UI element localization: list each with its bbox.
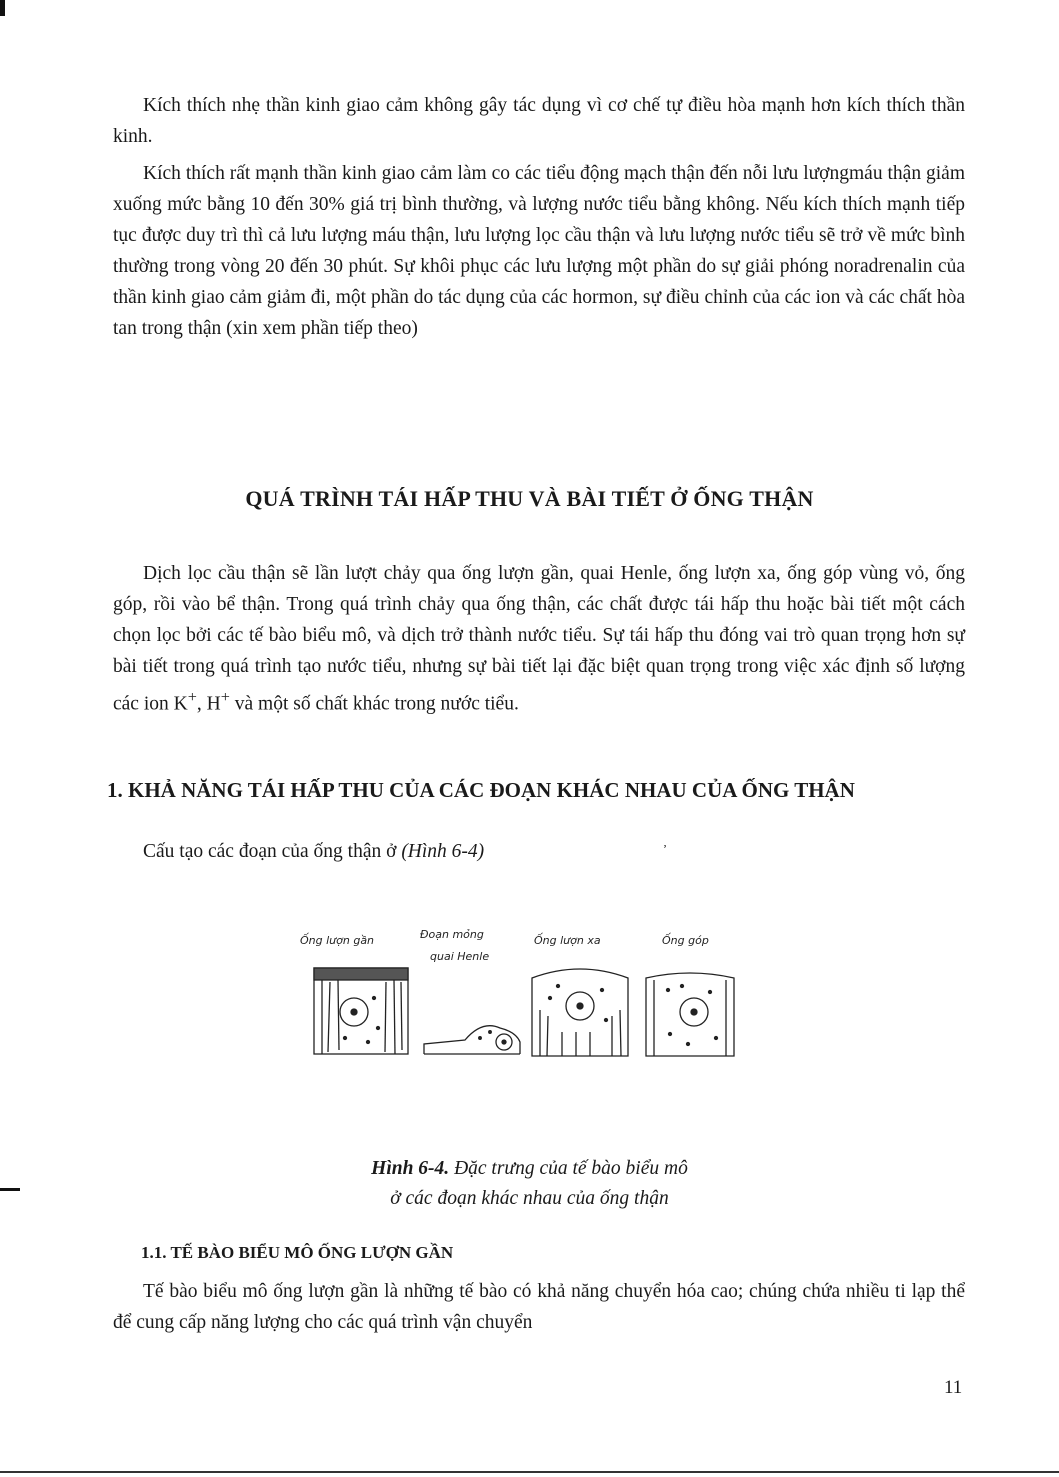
text-run: Cấu tạo các đoạn của ống thận ở (143, 841, 402, 862)
label-thin-segment-line2: quai Henle (430, 950, 490, 963)
caption-label: Hình 6-4. (371, 1158, 450, 1179)
section-heading-1-1: 1.1. TẾ BÀO BIỂU MÔ ỐNG LƯỢN GẦN (141, 1243, 454, 1262)
main-heading: QUÁ TRÌNH TÁI HẤP THU VÀ BÀI TIẾT Ở ỐNG THẬN (245, 486, 814, 511)
label-thin-segment-line1: Đoạn mỏng (420, 928, 484, 941)
tubule-cells-figure (290, 920, 750, 1065)
label-proximal-tubule: Ống lượn gần (300, 934, 375, 947)
superscript-plus: + (220, 688, 230, 706)
distal-tubule-cell (532, 969, 628, 1056)
paragraph-figure-ref (113, 836, 965, 867)
scan-bottom-edge (0, 1471, 1059, 1473)
caption-text: Đặc trưng của tế bào biểu mô (449, 1158, 688, 1179)
figure-caption-line2: ở các đoạn khác nhau của ống thận (390, 1188, 669, 1209)
figure-caption-line1 (0, 1154, 1059, 1184)
label-collecting-duct: Ống góp (662, 934, 709, 947)
text-run: , H (196, 693, 221, 715)
paragraph-sympathetic-strong: Kích thích rất mạnh thần kinh giao cảm làm co các tiểu động mạch thận đến nỗi lưu lượngmáu thận giảm xuống mức bằng 10 đến 30% giá trị bình thường, và lượng nước tiểu bằng không. Nếu kích thích mạnh tiếp tục được duy trì thì cả lưu lượng máu thận, lưu lượng lọc cầu thận và lưu lượng nước tiểu sẽ trở về mức bình thường trong vòng 20 đến 30 phút. Sự khôi phục các lưu lượng một phần do sự giải phóng noradrenalin của thần kinh giao cảm giảm đi, một phần do tác dụng của các hormon, sự điều chỉnh của các ion và các chất hòa tan trong thận (xin xem phần tiếp theo) (113, 163, 965, 339)
label-distal-tubule: Ống lượn xa (534, 934, 601, 947)
text-run: Dịch lọc cầu thận sẽ lần lượt chảy qua ống lượn gần, quai Henle, ống lượn xa, ống góp vùng vỏ, ống góp, rồi vào bể thận. Trong quá trình chảy qua ống thận, các chất được tái hấp thu hoặc bài tiết một cách chọn lọc bởi các tế bào biểu mô, và dịch trở thành nước tiểu. Sự tái hấp thu đóng vai trò quan trọng hơn sự bài tiết trong quá trình tạo nước tiểu, nhưng sự bài tiết lại đặc biệt quan trọng trong việc xác định số lượng các ion K (113, 563, 965, 715)
page-number: 11 (944, 1377, 963, 1398)
proximal-tubule-cell (314, 968, 408, 1054)
section-heading-1: 1. KHẢ NĂNG TÁI HẤP THU CỦA CÁC ĐOẠN KHÁC NHAU CỦA ỐNG THẬN (107, 778, 855, 802)
paragraph-proximal-cells: Tế bào biểu mô ống lượn gần là những tế bào có khả năng chuyển hóa cao; chúng chứa nhiều ti lạp thể để cung cấp năng lượng cho các quá trình vận chuyển (113, 1281, 965, 1333)
stray-mark: ʼ (663, 842, 667, 856)
scan-corner-mark (0, 0, 5, 16)
thin-segment-cell (424, 1026, 520, 1054)
paragraph-sympathetic-mild: Kích thích nhẹ thần kinh giao cảm không gây tác dụng vì cơ chế tự điều hòa mạnh hơn kích thích thần kinh. (113, 95, 965, 147)
figure-reference: (Hình 6-4) (401, 841, 485, 862)
epithelial-cells-drawing (290, 920, 750, 1065)
collecting-duct-cell (646, 973, 734, 1056)
text-run: và một số chất khác trong nước tiểu. (229, 693, 519, 715)
superscript-plus: + (187, 688, 197, 706)
paragraph-tubule-intro (113, 558, 965, 720)
